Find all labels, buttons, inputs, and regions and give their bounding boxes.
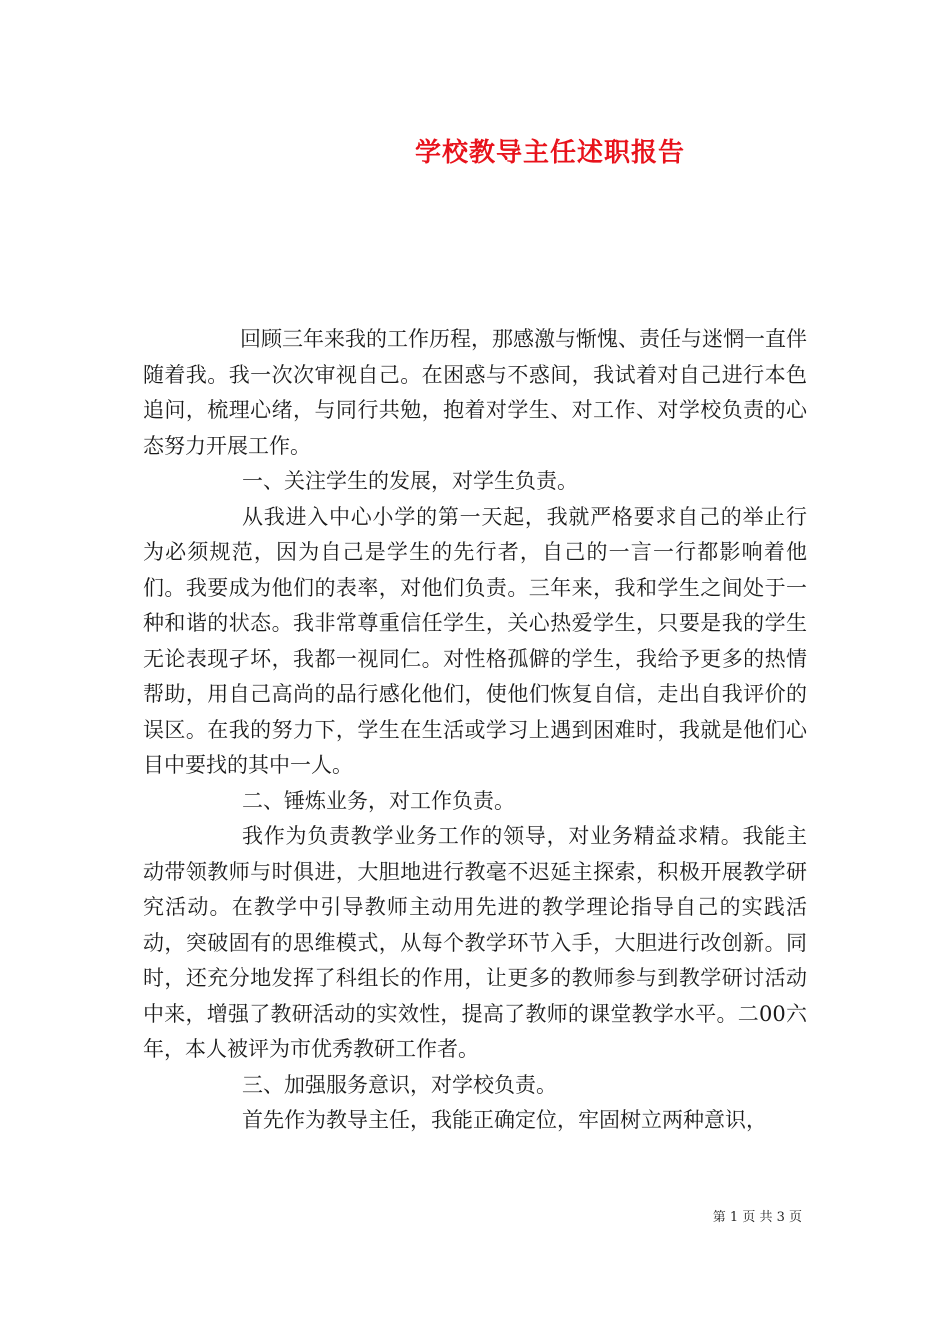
paragraph-section-3: 首先作为教导主任，我能正确定位，牢固树立两种意识， xyxy=(242,1108,767,1132)
paragraph-section-2: 我作为负责教学业务工作的领导，对业务精益求精。我能主动带领教师与时俱进，大胆地进行教毫不迟延主探索，积极开展教学研究活动。在教学中引导教师主动用先进的教学理论指导自己的实践活动，突破固有的思维模式，从每个教学环节入手，大胆进行改创新。同时，还充分地发挥了科组长的作用，让更多的教师参与到教学研讨活动中来，增强了教研活动的实效性，提高了教师的课堂教学水平。二00六年，本人被评为市优秀教研工作者。 xyxy=(143,824,807,1061)
section-heading-1: 一、关注学生的发展，对学生负责。 xyxy=(242,469,578,493)
paragraph-intro: 回顾三年来我的工作历程，那感激与惭愧、责任与迷惘一直伴随着我。我一次次审视自己。在困惑与不惑间，我试着对自己进行本色追问，梳理心绪，与同行共勉，抱着对学生、对工作、对学校负责的心态努力开展工作。 xyxy=(143,327,807,458)
page-footer: 第 1 页 共 3 页 xyxy=(712,1210,802,1225)
section-heading-3: 三、加强服务意识，对学校负责。 xyxy=(242,1072,557,1097)
document-body xyxy=(143,322,807,1139)
paragraph-section-1: 从我进入中心小学的第一天起，我就严格要求自己的举止行为必须规范，因为自己是学生的先行者，自己的一言一行都影响着他们。我要成为他们的表率，对他们负责。三年来，我和学生之间处于一种和谐的状态。我非常尊重信任学生，关心热爱学生，只要是我的学生无论表现孑坏，我都一视同仁。对性格孤僻的学生，我给予更多的热情帮助，用自己高尚的品行感化他们，使他们恢复自信，走出自我评价的误区。在我的努力下，学生在生活或学习上遇到困难时，我就是他们心目中要找的其中一人。 xyxy=(143,504,807,777)
section-heading-2: 二、锤炼业务，对工作负责。 xyxy=(242,788,515,813)
document-title: 学校教导主任述职报告 xyxy=(414,138,685,168)
